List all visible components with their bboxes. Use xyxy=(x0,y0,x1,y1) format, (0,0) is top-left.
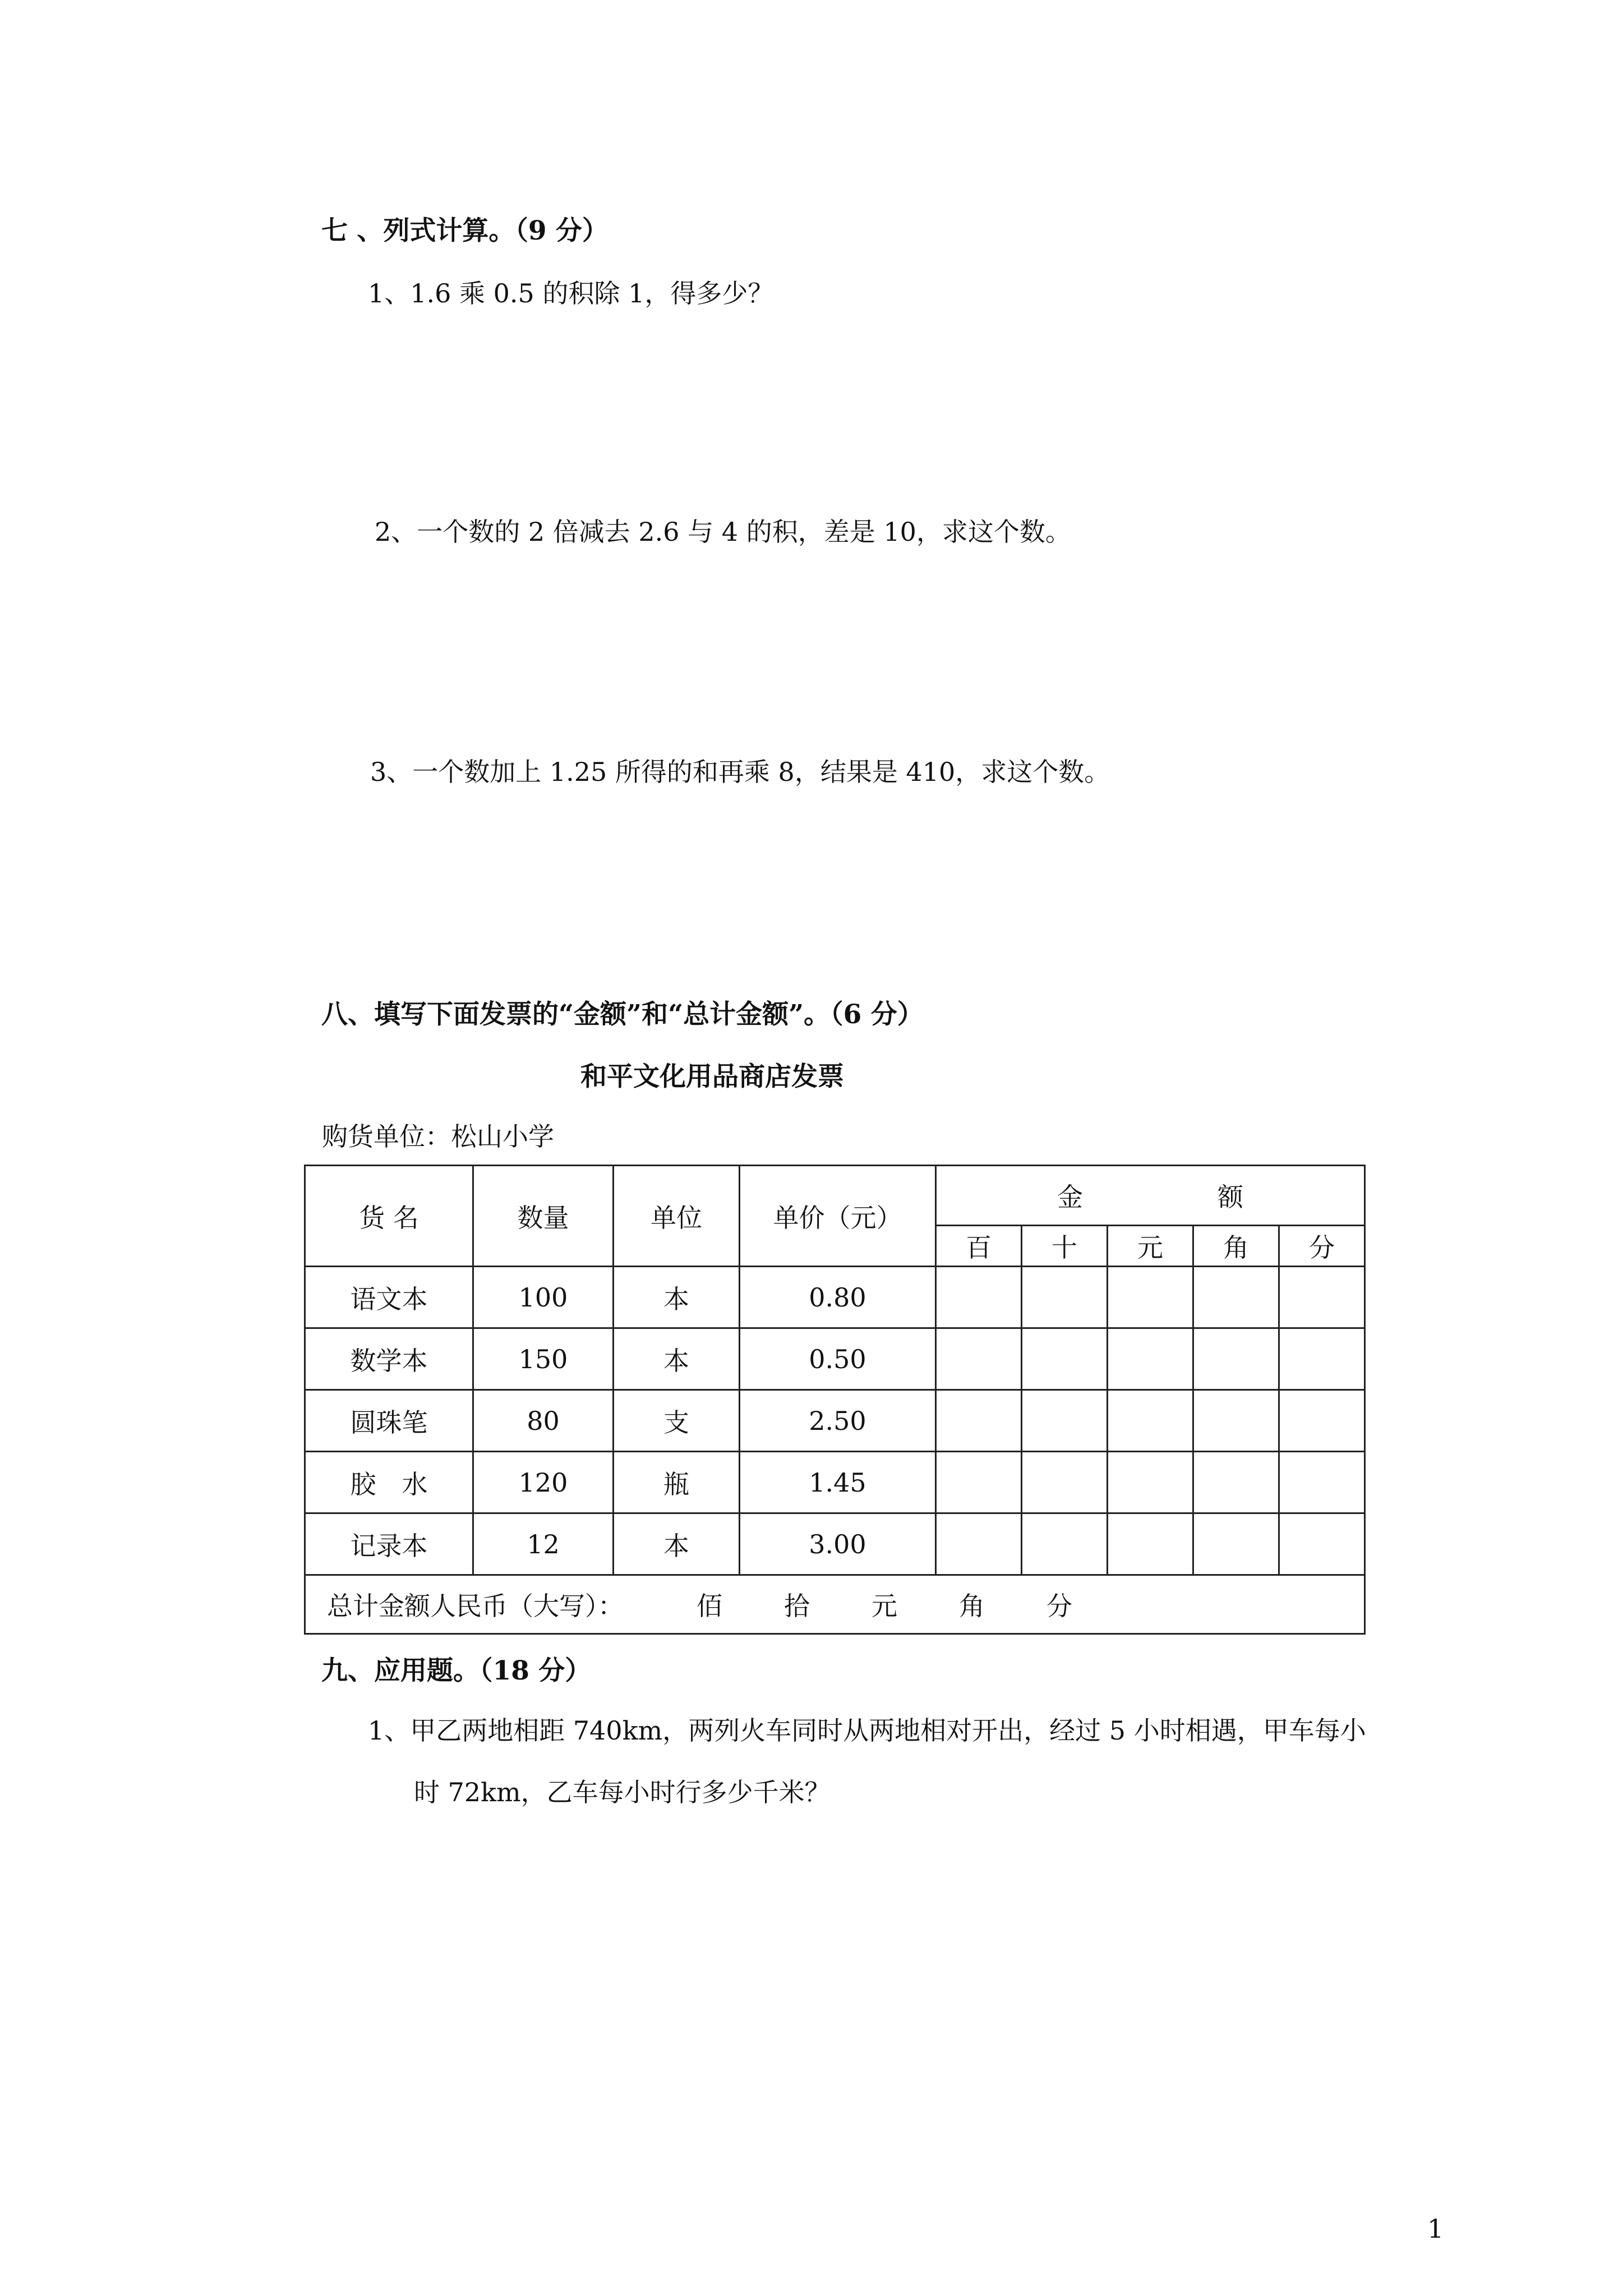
header-name: 货 名 xyxy=(305,1166,473,1267)
item-price: 0.50 xyxy=(740,1328,936,1390)
question-7-2: 2、一个数的 2 倍减去 2.6 与 4 的积，差是 10，求这个数。 xyxy=(375,517,1071,547)
amount-cell[interactable] xyxy=(1193,1390,1279,1452)
digit-header-hundreds: 百 xyxy=(936,1226,1022,1267)
digit-header-yuan: 元 xyxy=(1108,1226,1193,1267)
item-quantity: 12 xyxy=(473,1513,614,1575)
table-row xyxy=(305,1267,1365,1328)
item-unit: 瓶 xyxy=(614,1452,740,1513)
item-name: 圆珠笔 xyxy=(305,1390,473,1452)
amount-cell[interactable] xyxy=(1022,1452,1108,1513)
header-quantity: 数量 xyxy=(473,1166,614,1267)
header-amount xyxy=(936,1166,1365,1226)
total-unit-yuan: 元 xyxy=(872,1591,897,1621)
total-row xyxy=(305,1575,1365,1634)
item-name: 记录本 xyxy=(305,1513,473,1575)
buyer-label: 购货单位：松山小学 xyxy=(322,1121,554,1152)
item-name: 胶 水 xyxy=(305,1452,473,1513)
item-price: 3.00 xyxy=(740,1513,936,1575)
section-7-heading: 七 、列式计算。（9 分） xyxy=(321,215,608,246)
question-9-1-line-2: 时 72km，乙车每小时行多少千米？ xyxy=(414,1777,831,1807)
header-unit: 单位 xyxy=(614,1166,740,1267)
item-price: 2.50 xyxy=(740,1390,936,1452)
question-9-1-line-1: 1、甲乙两地相距 740km，两列火车同时从两地相对开出，经过 5 小时相遇，甲车每小 xyxy=(368,1715,1366,1746)
page-number: 1 xyxy=(1427,2214,1444,2244)
item-quantity: 150 xyxy=(473,1328,614,1390)
amount-cell[interactable] xyxy=(1279,1267,1365,1328)
amount-cell[interactable] xyxy=(936,1390,1022,1452)
header-price: 单价（元） xyxy=(740,1166,936,1267)
item-price: 1.45 xyxy=(740,1452,936,1513)
amount-cell[interactable] xyxy=(1193,1513,1279,1575)
amount-cell[interactable] xyxy=(1022,1513,1108,1575)
item-unit: 本 xyxy=(614,1513,740,1575)
item-unit: 支 xyxy=(614,1390,740,1452)
header-amount-char-2: 额 xyxy=(1218,1182,1243,1212)
item-quantity: 80 xyxy=(473,1390,614,1452)
item-unit: 本 xyxy=(614,1267,740,1328)
item-name: 语文本 xyxy=(305,1267,473,1328)
table-row xyxy=(305,1390,1365,1452)
item-price: 0.80 xyxy=(740,1267,936,1328)
section-8-heading: 八、填写下面发票的“金额”和“总计金额”。（6 分） xyxy=(321,999,924,1030)
total-label: 总计金额人民币（大写）： xyxy=(327,1591,624,1621)
header-amount-char-1: 金 xyxy=(1057,1182,1083,1212)
total-unit-shi: 拾 xyxy=(784,1591,810,1621)
digit-header-fen: 分 xyxy=(1279,1226,1365,1267)
amount-cell[interactable] xyxy=(1022,1390,1108,1452)
amount-cell[interactable] xyxy=(1279,1452,1365,1513)
amount-cell[interactable] xyxy=(1108,1267,1193,1328)
section-9-heading: 九、应用题。（18 分） xyxy=(321,1655,592,1686)
item-unit: 本 xyxy=(614,1328,740,1390)
invoice-title: 和平文化用品商店发票 xyxy=(580,1061,844,1092)
total-unit-jiao: 角 xyxy=(959,1591,985,1621)
amount-cell[interactable] xyxy=(1022,1328,1108,1390)
amount-cell[interactable] xyxy=(936,1328,1022,1390)
amount-cell[interactable] xyxy=(1193,1452,1279,1513)
total-cell[interactable] xyxy=(305,1575,1365,1634)
question-7-1: 1、1.6 乘 0.5 的积除 1，得多少？ xyxy=(368,278,774,309)
table-row xyxy=(305,1452,1365,1513)
total-units xyxy=(624,1586,1072,1623)
amount-cell[interactable] xyxy=(1279,1513,1365,1575)
amount-cell[interactable] xyxy=(1193,1267,1279,1328)
table-row xyxy=(305,1328,1365,1390)
item-quantity: 120 xyxy=(473,1452,614,1513)
amount-cell[interactable] xyxy=(1193,1328,1279,1390)
total-unit-fen: 分 xyxy=(1046,1591,1072,1621)
digit-header-tens: 十 xyxy=(1022,1226,1108,1267)
amount-cell[interactable] xyxy=(1279,1390,1365,1452)
amount-cell[interactable] xyxy=(936,1452,1022,1513)
amount-cell[interactable] xyxy=(1108,1328,1193,1390)
amount-cell[interactable] xyxy=(1108,1513,1193,1575)
table-row xyxy=(305,1513,1365,1575)
amount-cell[interactable] xyxy=(1022,1267,1108,1328)
invoice-table xyxy=(304,1165,1366,1635)
total-unit-bai: 佰 xyxy=(697,1591,722,1621)
amount-cell[interactable] xyxy=(1108,1390,1193,1452)
question-7-3: 3、一个数加上 1.25 所得的和再乘 8，结果是 410，求这个数。 xyxy=(370,757,1110,787)
item-name: 数学本 xyxy=(305,1328,473,1390)
amount-cell[interactable] xyxy=(936,1513,1022,1575)
digit-header-jiao: 角 xyxy=(1193,1226,1279,1267)
item-quantity: 100 xyxy=(473,1267,614,1328)
amount-cell[interactable] xyxy=(1279,1328,1365,1390)
amount-cell[interactable] xyxy=(1108,1452,1193,1513)
amount-cell[interactable] xyxy=(936,1267,1022,1328)
